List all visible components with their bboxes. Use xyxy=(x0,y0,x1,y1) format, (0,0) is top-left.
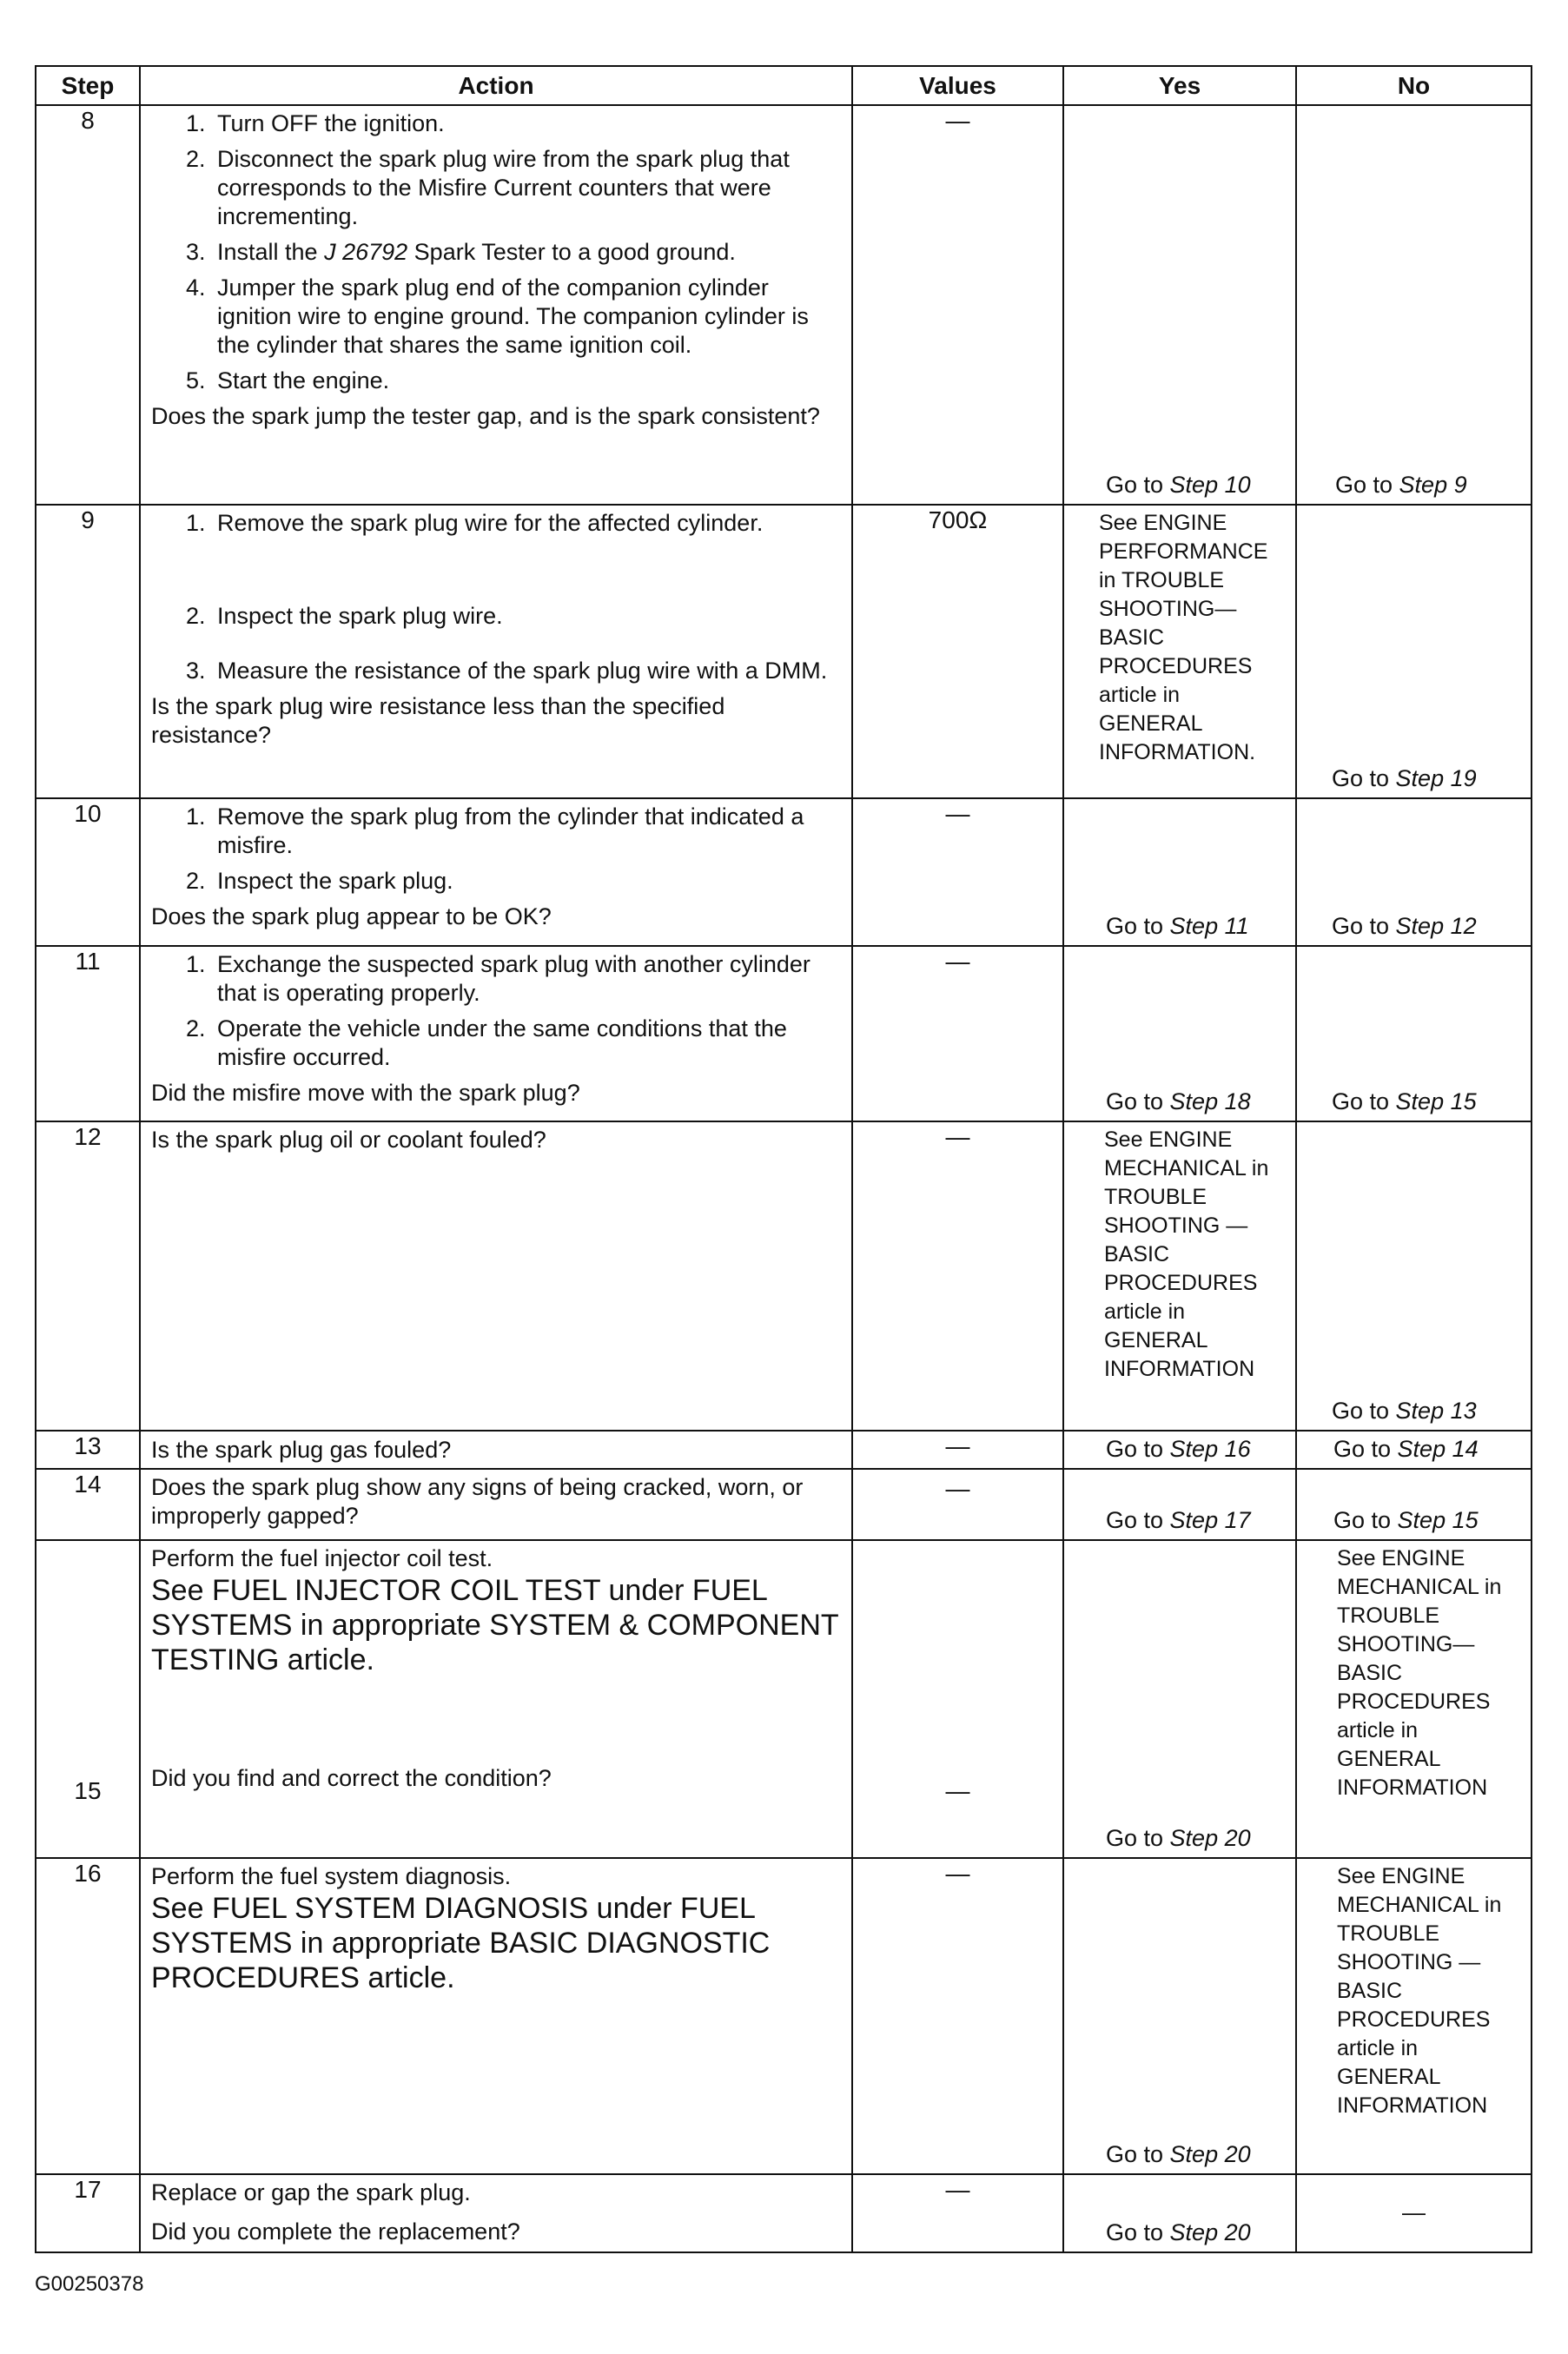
goto-step-link[interactable]: Step 20 xyxy=(1169,1825,1251,1851)
action-line: Replace or gap the spark plug. xyxy=(151,2179,471,2205)
no-cell xyxy=(1296,1469,1532,1540)
values-cell: — xyxy=(852,2174,1063,2252)
goto-step-link[interactable]: Step 13 xyxy=(1395,1398,1477,1424)
list-item-text: Spark Tester to a good ground. xyxy=(407,239,736,265)
table-row xyxy=(36,2174,1532,2252)
no-goto xyxy=(1297,1088,1531,1115)
action-cell xyxy=(140,946,852,1121)
goto-step-link[interactable]: Step 20 xyxy=(1169,2219,1251,2245)
list-item: 1. Remove the spark plug from the cylinder that indicated a misfire. xyxy=(212,803,843,860)
no-cell xyxy=(1296,1431,1532,1469)
question-text: Does the spark plug appear to be OK? xyxy=(151,903,552,929)
question-text: Does the spark jump the tester gap, and is the spark consistent? xyxy=(151,403,820,429)
goto-step-link[interactable]: Step 17 xyxy=(1169,1507,1251,1533)
no-cell xyxy=(1296,946,1532,1121)
diagnostic-table xyxy=(35,65,1532,2253)
yes-goto xyxy=(1064,913,1295,940)
list-item: 2. Operate the vehicle under the same conditions that the misfire occurred. xyxy=(212,1015,843,1072)
table-row xyxy=(36,1858,1532,2174)
action-cell xyxy=(140,105,852,505)
step-number: 17 xyxy=(36,2174,140,2252)
values-cell: — xyxy=(852,798,1063,946)
goto-label: Go to xyxy=(1106,2219,1170,2245)
figure-code: G00250378 xyxy=(35,2272,144,2296)
question-text: Is the spark plug wire resistance less than the specified resistance? xyxy=(151,693,725,748)
yes-cell xyxy=(1063,1431,1296,1469)
no-goto xyxy=(1297,1398,1531,1425)
action-cell xyxy=(140,1431,852,1469)
goto-step-link[interactable]: Step 15 xyxy=(1395,1088,1477,1114)
step-number: 10 xyxy=(36,798,140,946)
values-cell: — xyxy=(852,1858,1063,2174)
header-action: Action xyxy=(140,66,852,105)
yes-cell xyxy=(1063,798,1296,946)
table-row xyxy=(36,1121,1532,1431)
goto-step-link[interactable]: Step 12 xyxy=(1395,913,1477,939)
step-number: 11 xyxy=(36,946,140,1121)
no-note: See ENGINE MECHANICAL in TROUBLE SHOOTING — BASIC PROCEDURES article in GENERAL INFORMATION xyxy=(1337,1864,1502,2118)
step-number: 9 xyxy=(36,505,140,798)
yes-cell xyxy=(1063,946,1296,1121)
goto-label: Go to xyxy=(1106,913,1170,939)
no-goto xyxy=(1297,913,1531,940)
yes-goto xyxy=(1064,1825,1295,1852)
goto-label: Go to xyxy=(1106,472,1170,498)
no-note: See ENGINE MECHANICAL in TROUBLE SHOOTING— BASIC PROCEDURES article in GENERAL INFORMATION xyxy=(1337,1546,1502,1800)
yes-cell xyxy=(1063,105,1296,505)
values-cell: — xyxy=(852,1540,1063,1858)
list-item xyxy=(212,238,843,267)
yes-note: See ENGINE MECHANICAL in TROUBLE SHOOTING — BASIC PROCEDURES article in GENERAL INFORMATION xyxy=(1104,1127,1269,1381)
no-cell xyxy=(1296,1121,1532,1431)
goto-label: Go to xyxy=(1332,913,1396,939)
values-cell: 700Ω xyxy=(852,505,1063,798)
header-no: No xyxy=(1296,66,1532,105)
no-cell: — xyxy=(1296,2174,1532,2252)
yes-cell xyxy=(1063,1469,1296,1540)
yes-cell xyxy=(1063,1121,1296,1431)
goto-step-link[interactable]: Step 9 xyxy=(1399,472,1467,498)
action-cell xyxy=(140,1121,852,1431)
goto-label: Go to xyxy=(1332,1088,1396,1114)
action-cell xyxy=(140,1858,852,2174)
goto-label: Go to xyxy=(1106,2141,1170,2167)
table-row xyxy=(36,1431,1532,1469)
list-item: 1. Exchange the suspected spark plug with another cylinder that is operating properly. xyxy=(212,950,843,1008)
yes-goto xyxy=(1064,2141,1295,2168)
yes-cell xyxy=(1063,1858,1296,2174)
table-row xyxy=(36,946,1532,1121)
values-cell: — xyxy=(852,946,1063,1121)
goto-step-link[interactable]: Step 16 xyxy=(1169,1435,1251,1462)
list-item: 2. Disconnect the spark plug wire from the spark plug that corresponds to the Misfire Current counters that were incrementing. xyxy=(212,145,843,231)
header-yes: Yes xyxy=(1063,66,1296,105)
table-row xyxy=(36,1540,1532,1858)
yes-cell xyxy=(1063,505,1296,798)
step-number: 15 xyxy=(36,1540,140,1858)
action-cell xyxy=(140,505,852,798)
goto-step-link[interactable]: Step 20 xyxy=(1169,2141,1251,2167)
question-text: Does the spark plug show any signs of being cracked, worn, or improperly gapped? xyxy=(151,1474,804,1529)
yes-note: See ENGINE PERFORMANCE in TROUBLE SHOOTING— BASIC PROCEDURES article in GENERAL INFORMATION. xyxy=(1099,511,1268,764)
table-row xyxy=(36,1469,1532,1540)
question-text: Is the spark plug oil or coolant fouled? xyxy=(151,1127,546,1153)
table-row xyxy=(36,105,1532,505)
goto-step-link[interactable]: Step 10 xyxy=(1169,472,1251,498)
yes-cell xyxy=(1063,2174,1296,2252)
table-row xyxy=(36,798,1532,946)
yes-cell xyxy=(1063,1540,1296,1858)
goto-label: Go to xyxy=(1335,472,1399,498)
goto-label: Go to xyxy=(1333,1435,1398,1462)
values-cell: — xyxy=(852,1121,1063,1431)
no-cell xyxy=(1296,1858,1532,2174)
no-cell xyxy=(1296,505,1532,798)
yes-goto xyxy=(1064,1088,1295,1115)
reference-text: See FUEL INJECTOR COIL TEST under FUEL SYSTEMS in appropriate SYSTEM & COMPONENT TESTING article. xyxy=(151,1574,839,1676)
action-cell xyxy=(140,1469,852,1540)
goto-label: Go to xyxy=(1106,1435,1170,1462)
goto-label: Go to xyxy=(1332,765,1396,791)
list-item: 1. Turn OFF the ignition. xyxy=(212,109,843,138)
action-list xyxy=(151,950,843,1072)
goto-label: Go to xyxy=(1333,1507,1398,1533)
goto-step-link[interactable]: Step 14 xyxy=(1397,1435,1479,1462)
goto-label: Go to xyxy=(1106,1825,1170,1851)
action-cell xyxy=(140,2174,852,2252)
list-item: 5. Start the engine. xyxy=(212,367,843,395)
diagnostic-table-container xyxy=(35,65,1531,2253)
list-item-text: Install the xyxy=(217,239,325,265)
goto-step-link[interactable]: Step 19 xyxy=(1395,765,1477,791)
action-list xyxy=(151,509,843,685)
no-cell xyxy=(1296,1540,1532,1858)
goto-label: Go to xyxy=(1106,1088,1170,1114)
action-cell xyxy=(140,1540,852,1858)
header-values: Values xyxy=(852,66,1063,105)
goto-step-link[interactable]: Step 11 xyxy=(1169,913,1249,939)
yes-goto xyxy=(1064,1507,1295,1534)
list-item: 2. Inspect the spark plug. xyxy=(212,867,843,896)
yes-goto xyxy=(1064,472,1295,499)
no-goto xyxy=(1297,472,1531,499)
question-text: Did you complete the replacement? xyxy=(151,2218,520,2245)
values-cell: — xyxy=(852,105,1063,505)
no-goto xyxy=(1333,1436,1525,1463)
action-line: Perform the fuel system diagnosis. xyxy=(151,1863,512,1889)
goto-label: Go to xyxy=(1106,1507,1170,1533)
action-line: Perform the fuel injector coil test. xyxy=(151,1545,493,1571)
reference-text: See FUEL SYSTEM DIAGNOSIS under FUEL SYSTEMS in appropriate BASIC DIAGNOSTIC PROCEDURES article. xyxy=(151,1892,771,1994)
yes-goto xyxy=(1064,2219,1295,2246)
no-cell xyxy=(1296,798,1532,946)
list-item: 1. Remove the spark plug wire for the affected cylinder. xyxy=(212,509,843,538)
goto-step-link[interactable]: Step 18 xyxy=(1169,1088,1251,1114)
values-cell: — xyxy=(852,1431,1063,1469)
header-step: Step xyxy=(36,66,140,105)
values-cell: — xyxy=(852,1469,1063,1540)
table-header-row xyxy=(36,66,1532,105)
step-number: 14 xyxy=(36,1469,140,1540)
no-cell xyxy=(1296,105,1532,505)
step-number: 12 xyxy=(36,1121,140,1431)
no-goto xyxy=(1297,1507,1531,1534)
question-text: Did you find and correct the condition? xyxy=(151,1765,552,1791)
table-row xyxy=(36,505,1532,798)
tool-number: J 26792 xyxy=(324,239,408,265)
question-text: Is the spark plug gas fouled? xyxy=(151,1436,452,1463)
action-cell xyxy=(140,798,852,946)
action-list xyxy=(151,109,843,395)
step-number: 8 xyxy=(36,105,140,505)
list-item: 4. Jumper the spark plug end of the companion cylinder ignition wire to engine ground. The companion cylinder is the cylinder that shares the same ignition coil. xyxy=(212,274,843,360)
no-goto xyxy=(1297,765,1531,792)
goto-label: Go to xyxy=(1332,1398,1396,1424)
action-list xyxy=(151,803,843,896)
list-item: 3. Measure the resistance of the spark plug wire with a DMM. xyxy=(212,657,843,685)
goto-step-link[interactable]: Step 15 xyxy=(1397,1507,1479,1533)
question-text: Did the misfire move with the spark plug? xyxy=(151,1080,580,1106)
step-number: 13 xyxy=(36,1431,140,1469)
yes-goto xyxy=(1106,1436,1290,1463)
step-number: 16 xyxy=(36,1858,140,2174)
list-item: 2. Inspect the spark plug wire. xyxy=(212,602,843,631)
